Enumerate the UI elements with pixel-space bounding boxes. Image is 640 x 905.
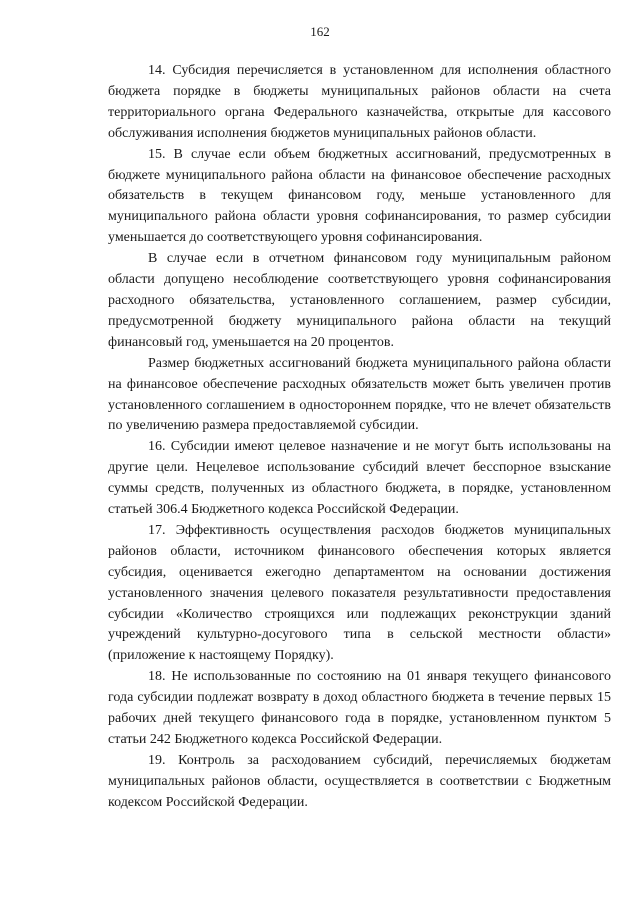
paragraph-16: 16. Субсидии имеют целевое назначение и не могут быть использованы на другие цели. Нецелевое использование субсидий влечет бесспорное взыскание суммы средств, полученных из областного бюджета, в порядке, установленном статьей 306.4 Бюджетного кодекса Российской Федерации. — [108, 439, 611, 518]
paragraph-15-reporting-year: В случае если в отчетном финансовом году муниципальным районом области допущено несоблюдение соответствующего уровня софинансирования расходного обязательства, установленного соглашением, размер субсидии, предусмотренной бюджету муниципального района области на текущий финансовый год, уменьшается на 20 процентов. — [108, 251, 611, 350]
page-number: 162 — [310, 24, 330, 39]
paragraph-15: 15. В случае если объем бюджетных ассигнований, предусмотренных в бюджете муниципального района области на финансовое обеспечение расходных обязательств в текущем финансовом году, меньше установленного для муниципального района области уровня софинансирования, то размер субсидии уменьшается до соответствующего уровня софинансирования. — [108, 146, 611, 246]
document-body — [108, 61, 611, 814]
paragraph-14: 14. Субсидия перечисляется в установленном для исполнения областного бюджета порядке в бюджеты муниципальных районов области на счета территориального органа Федерального казначейства, открытые для кассового обслуживания исполнения бюджетов муниципальных районов области. — [108, 63, 611, 141]
paragraph-19: 19. Контроль за расходованием субсидий, перечисляемых бюджетам муниципальных районов области, осуществляется в соответствии с Бюджетным кодексом Российской Федерации. — [108, 752, 611, 810]
paragraph-17: 17. Эффективность осуществления расходов бюджетов муниципальных районов области, источником финансового обеспечения которых является субсидия, оценивается ежегодно департаментом на основании достижения установленного значения целевого показателя результативности предоставления субсидии «Количество строящихся или подлежащих реконструкции зданий учреждений культурно-досугового типа в сельской местности области» (приложение к настоящему Порядку). — [108, 522, 611, 664]
paragraph-15-budget-size: Размер бюджетных ассигнований бюджета муниципального района области на финансовое обеспечение расходных обязательств может быть увеличен против установленного соглашением в одностороннем порядке, что не влечет обязательств по увеличению размера предоставляемой субсидии. — [108, 355, 611, 434]
paragraph-18: 18. Не использованные по состоянию на 01 января текущего финансового года субсидии подлежат возврату в доход областного бюджета в течение первых 15 рабочих дней текущего финансового года в порядке, установленном пунктом 5 статьи 242 Бюджетного кодекса Российской Федерации. — [108, 669, 611, 747]
